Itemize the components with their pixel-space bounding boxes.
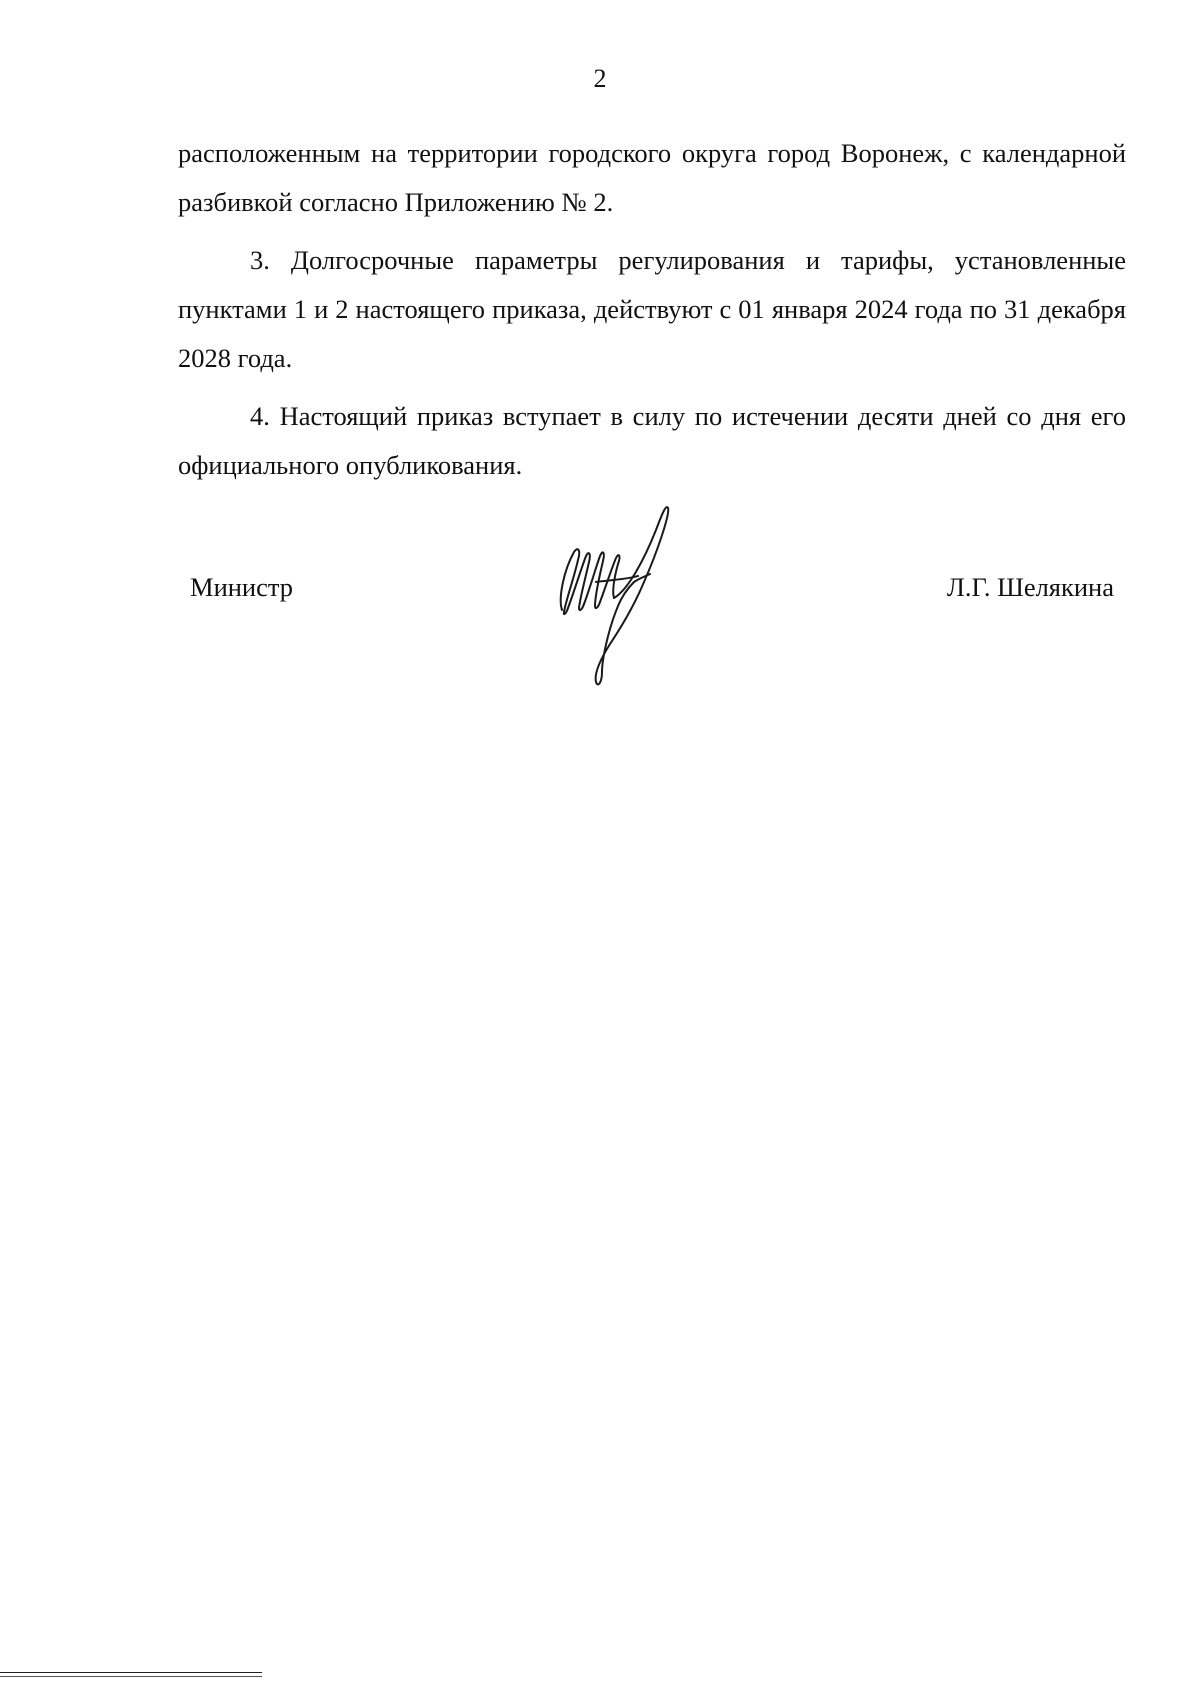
handwritten-signature xyxy=(548,500,698,690)
signatory-position: Министр xyxy=(190,572,294,602)
paragraph-item-3: 3. Долгосрочные параметры регулирования и тарифы, установленные пунктами 1 и 2 настоящего приказа, действуют с 01 января 2024 года по 31 декабря 2028 года. xyxy=(178,245,1126,373)
paragraph-continuation: расположенным на территории городского округа город Воронеж, с календарной разбивкой согласно Приложению № 2. xyxy=(178,138,1126,217)
footer-rule xyxy=(0,1672,262,1673)
document-body xyxy=(178,129,1126,490)
page-number: 2 xyxy=(593,64,607,93)
footer-rule-secondary xyxy=(0,1676,262,1677)
paragraph-item-4: 4. Настоящий приказ вступает в силу по истечении десяти дней со дня его официального опубликования. xyxy=(178,401,1126,480)
signatory-name: Л.Г. Шелякина xyxy=(946,572,1114,602)
signature-block xyxy=(0,500,1200,700)
